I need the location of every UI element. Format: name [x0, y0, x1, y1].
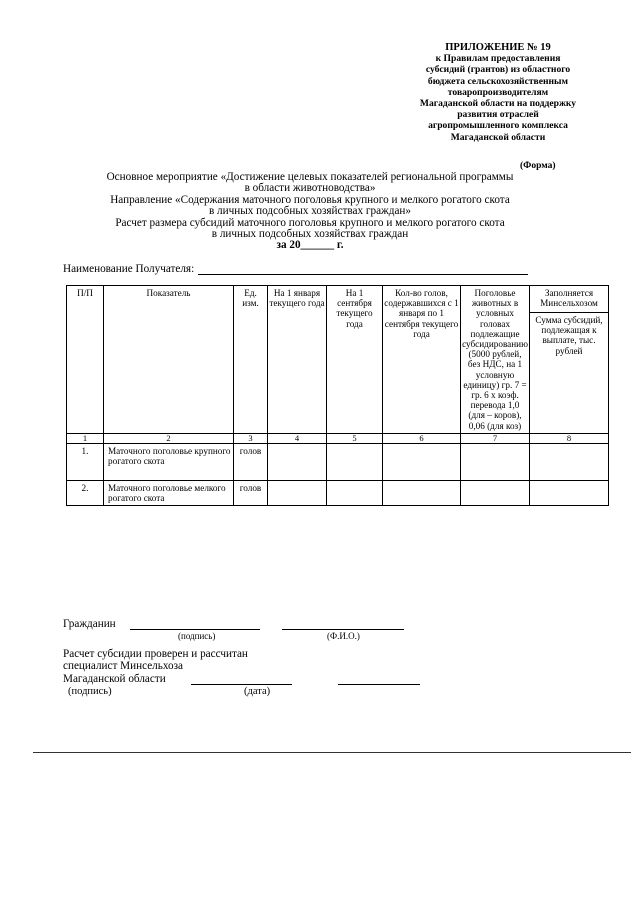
verification-date-caption: (дата): [244, 686, 271, 697]
page-divider: [33, 752, 631, 753]
subsidy-table: [66, 285, 609, 506]
appendix-heading: ПРИЛОЖЕНИЕ № 19: [445, 42, 551, 53]
appendix-line: к Правилам предоставления: [435, 53, 561, 65]
row-number: 1.: [67, 443, 104, 480]
column-number: 3: [234, 433, 268, 443]
row-cell-livestock[interactable]: [461, 443, 530, 480]
row-cell-amount[interactable]: [530, 480, 609, 505]
title-line: Расчет размера субсидий маточного поголовья крупного и мелкого рогатого скота: [115, 216, 505, 229]
row-cell-sep[interactable]: [327, 443, 383, 480]
header-pp: П/П: [67, 286, 104, 434]
row-cell-jan[interactable]: [268, 480, 327, 505]
appendix-line: развития отраслей: [457, 109, 539, 121]
header-filled-by: Заполняется Минсельхозом: [530, 286, 609, 313]
row-cell-jan[interactable]: [268, 443, 327, 480]
verification-line: специалист Минсельхоза: [63, 660, 183, 673]
title-line: в личных подсобных хозяйствах граждан: [211, 228, 409, 241]
verification-date-line[interactable]: [338, 683, 420, 685]
verification-block: [63, 648, 248, 685]
form-label: (Форма): [520, 161, 556, 171]
verification-signature-caption: (подпись): [68, 686, 112, 697]
recipient-label: Наименование Получателя:: [63, 263, 195, 275]
column-number: 8: [530, 433, 609, 443]
row-cell-sep[interactable]: [327, 480, 383, 505]
header-amount: Сумма субсидий, подлежащая к выплате, тыс. рублей: [530, 313, 609, 434]
header-unit: Ед. изм.: [234, 286, 268, 434]
name-caption: (Ф.И.О.): [327, 631, 360, 641]
citizen-signature-line[interactable]: [130, 628, 260, 630]
column-number: 4: [268, 433, 327, 443]
header-livestock: Поголовье животных в условных головах подлежащие субсидированию (5000 рублей, без НДС, на 1 условную единицу) гр. 7 = гр. 6 х коэф. перевода 1,0 (для – коров), 0,06 (для коз): [461, 286, 530, 434]
header-sep: На 1 сентября текущего года: [327, 286, 383, 434]
appendix-line: Магаданской области: [450, 131, 546, 143]
citizen-label: Гражданин: [63, 618, 116, 630]
recipient-field: [63, 263, 528, 275]
title-line: Направление «Содержания маточного поголовья крупного и мелкого рогатого скота: [110, 193, 510, 206]
header-indicator: Показатель: [104, 286, 234, 434]
table-row: [67, 480, 609, 505]
document-titles: [40, 172, 580, 252]
row-indicator: Маточного поголовье крупного рогатого скота: [104, 443, 234, 480]
column-number: 5: [327, 433, 383, 443]
column-number: 6: [383, 433, 461, 443]
appendix-line: субсидий (грантов) из областного: [425, 64, 571, 76]
appendix-block: [380, 42, 616, 143]
row-indicator: Маточного поголовье мелкого рогатого скота: [104, 480, 234, 505]
row-cell-kept[interactable]: [383, 480, 461, 505]
table-header-row: [67, 286, 609, 313]
appendix-line: Магаданской области на поддержку: [419, 98, 577, 110]
row-cell-amount[interactable]: [530, 443, 609, 480]
row-unit: голов: [234, 443, 268, 480]
recipient-input-line[interactable]: [198, 264, 528, 275]
column-number: 7: [461, 433, 530, 443]
header-jan: На 1 января текущего года: [268, 286, 327, 434]
title-line: в личных подсобных хозяйствах граждан»: [208, 205, 412, 218]
column-number: 1: [67, 433, 104, 443]
appendix-line: агропромышленного комплекса: [428, 120, 568, 132]
column-number: 2: [104, 433, 234, 443]
verification-line: Магаданской области: [63, 672, 166, 685]
title-line: в области животноводства»: [244, 182, 376, 195]
citizen-name-line[interactable]: [282, 628, 404, 630]
period-line: за 20______ г.: [276, 239, 344, 252]
verification-signature-line[interactable]: [191, 683, 292, 685]
row-cell-livestock[interactable]: [461, 480, 530, 505]
appendix-line: бюджета сельскохозяйственным: [427, 75, 569, 87]
row-cell-kept[interactable]: [383, 443, 461, 480]
verification-line: Расчет субсидии проверен и рассчитан: [63, 648, 248, 660]
title-line: Основное мероприятие «Достижение целевых показателей региональной программы: [106, 171, 514, 183]
header-kept: Кол-во голов, содержавшихся с 1 января по 1 сентября текущего года: [383, 286, 461, 434]
appendix-line: товаропроизводителям: [447, 86, 549, 98]
table-row: [67, 443, 609, 480]
row-unit: голов: [234, 480, 268, 505]
column-number-row: [67, 433, 609, 443]
row-number: 2.: [67, 480, 104, 505]
signature-caption: (подпись): [178, 631, 216, 641]
